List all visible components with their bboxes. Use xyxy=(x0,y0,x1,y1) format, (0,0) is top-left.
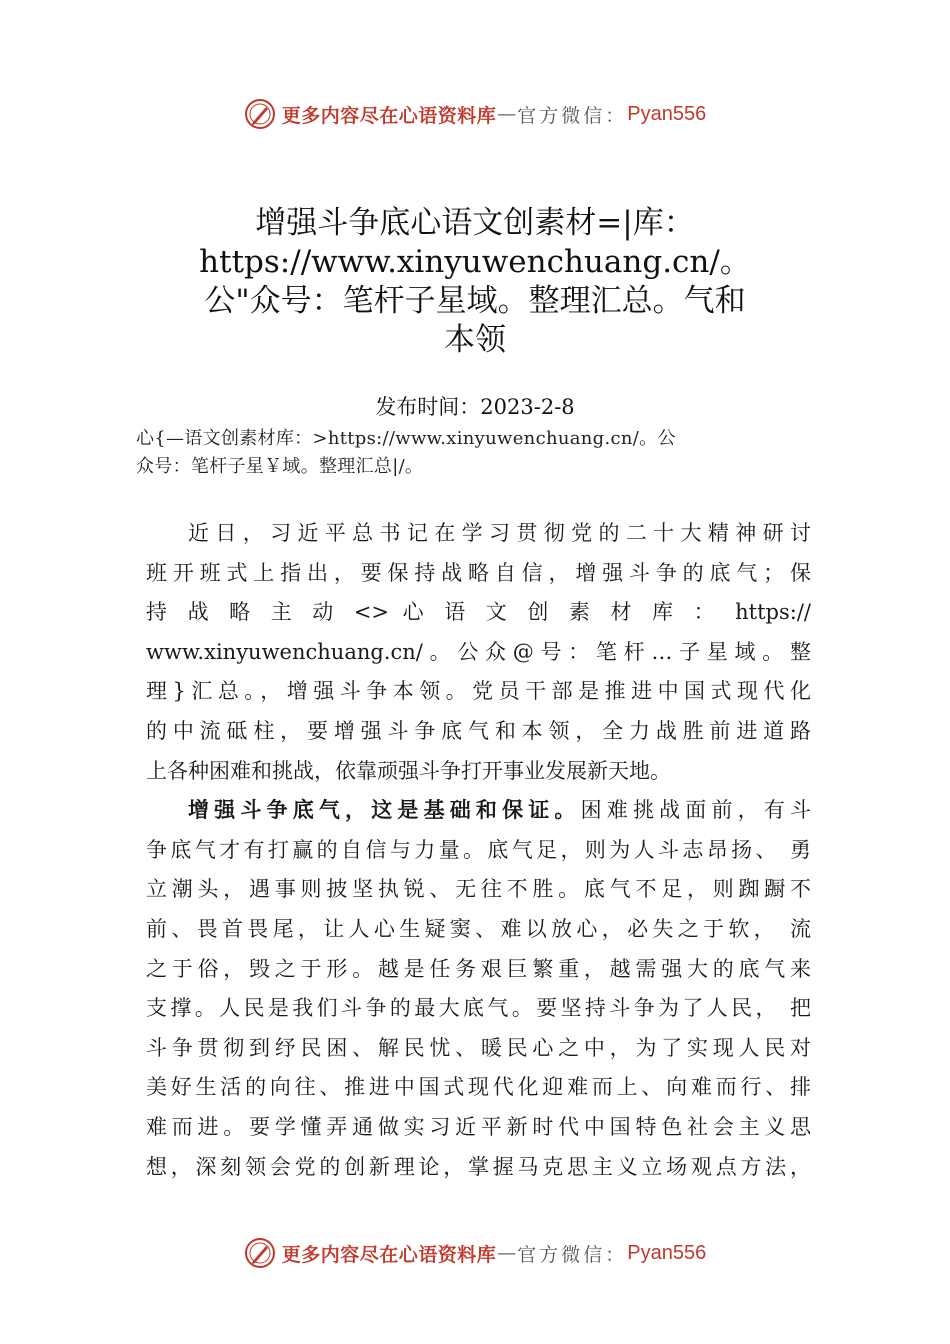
banner-wechat-id: Pyan556 xyxy=(627,1241,707,1264)
banner-separator: — xyxy=(497,103,517,125)
publish-date: 发布时间：2023-2-8 xyxy=(375,395,575,419)
banner-library-text: 更多内容尽在心语资料库 xyxy=(281,104,497,127)
footer-banner xyxy=(0,1233,950,1273)
paragraph-line: 支撑。人民是我们斗争的最大底气。要坚持斗争为了人民， 把 xyxy=(146,996,811,1021)
paragraph-line: 立潮头，遇事则披坚执锐、无往不胜。底气不足，则踟蹰不 xyxy=(146,877,811,902)
paragraph-line: 争底气才有打赢的自信与力量。底气足，则为人斗志昂扬、 勇 xyxy=(146,837,811,862)
banner-library-text: 更多内容尽在心语资料库 xyxy=(281,1243,497,1266)
header-banner xyxy=(0,94,950,134)
paragraph-line: 理}汇总。，增强斗争本领。党员干部是推进中国式现代化 xyxy=(146,679,811,704)
article-body xyxy=(146,514,811,1187)
paragraph-line: 之于俗，毁之于形。越是任务艰巨繁重，越需强大的底气来 xyxy=(146,956,811,981)
source-note xyxy=(136,425,836,481)
paragraph-heading: 增强斗争底气，这是基础和保证。 xyxy=(188,798,581,823)
title-line: 本领 xyxy=(444,322,506,358)
banner-separator: — xyxy=(497,1242,517,1264)
title-line: 公"众号：笔杆子星域。整理汇总。气和 xyxy=(204,283,746,319)
paragraph-line: 持 战 略 主 动 <> 心 语 文 创 素 材 库 ： https:// xyxy=(146,600,811,625)
paragraph-line xyxy=(146,791,811,831)
quill-pen-logo-icon xyxy=(244,98,276,130)
paragraph-line: 前、畏首畏尾，让人心生疑窦、难以放心，必失之于软， 流 xyxy=(146,916,811,941)
banner-wechat-label: 官方微信： xyxy=(517,104,628,127)
paragraph-line: 斗争贯彻到纾民困、解民忧、暖民心之中，为了实现人民对 xyxy=(146,1035,811,1060)
paragraph-line: 上各种困难和挑战，依靠顽强斗争打开事业发展新天地。 xyxy=(146,758,671,783)
paragraph-line: 美好生活的向往、推进中国式现代化迎难而上、向难而行、排 xyxy=(146,1075,811,1100)
paragraph-line: www.xinyuwenchuang.cn/。公众@号：笔杆…子星域。整 xyxy=(146,639,811,664)
page-title xyxy=(110,204,840,360)
banner-wechat-label: 官方微信： xyxy=(517,1243,628,1266)
paragraph-line: 想，深刻领会党的创新理论，掌握马克思主义立场观点方法， xyxy=(146,1154,811,1179)
paragraph-line: 近日，习近平总书记在学习贯彻党的二十大精神研讨 xyxy=(188,521,811,545)
source-note-line: 心{—语文创素材库：>https://www.xinyuwenchuang.cn/。公 xyxy=(136,428,676,449)
paragraph-line: 的中流砥柱，要增强斗争底气和本领，全力战胜前进道路 xyxy=(146,718,811,743)
paragraph-text: 困难挑战面前，有斗 xyxy=(580,798,811,823)
title-line: 增强斗争底心语文创素材=|库： xyxy=(255,205,695,241)
title-line: https://www.xinyuwenchuang.cn/。 xyxy=(199,244,751,280)
paragraph-line: 班开班式上指出，要保持战略自信，增强斗争的底气；保 xyxy=(146,560,811,585)
banner-wechat-id: Pyan556 xyxy=(627,102,707,125)
source-note-line: 众号：笔杆子星￥域。整理汇总|/。 xyxy=(136,456,424,477)
paragraph-line: 难而进。要学懂弄通做实习近平新时代中国特色社会主义思 xyxy=(146,1114,811,1139)
quill-pen-logo-icon xyxy=(244,1237,276,1269)
